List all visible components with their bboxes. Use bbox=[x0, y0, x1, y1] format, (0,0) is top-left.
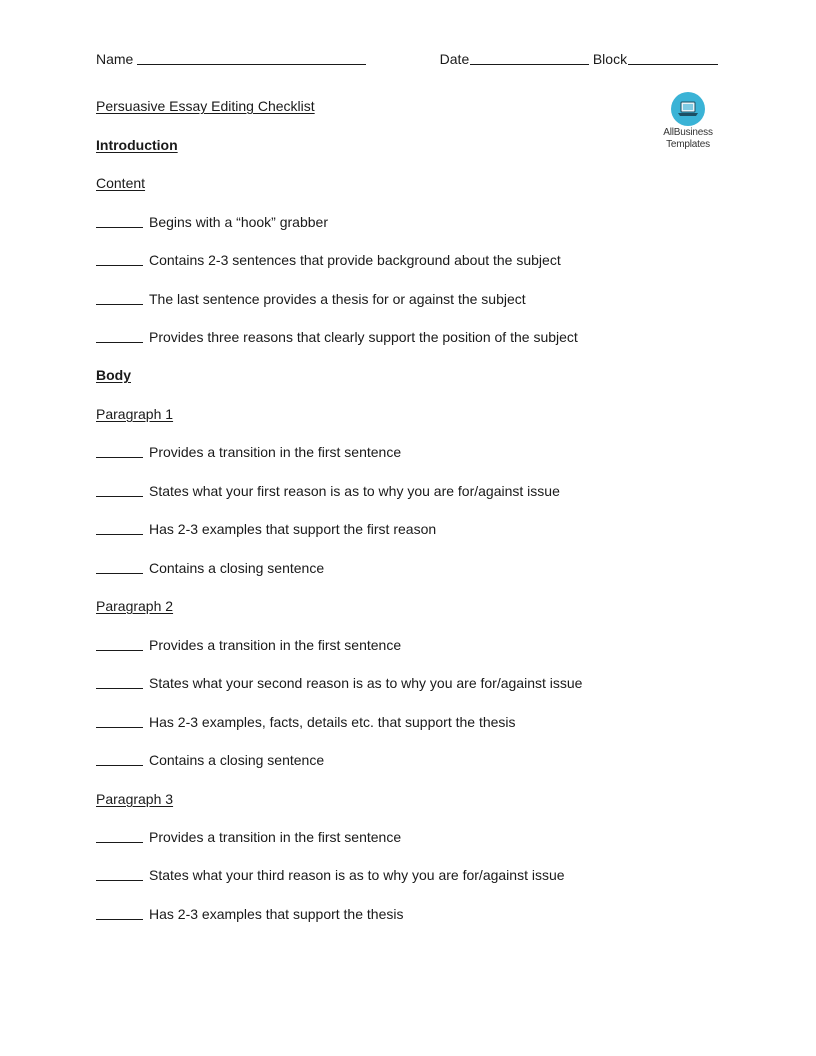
checklist-item: Has 2-3 examples that support the first reason bbox=[96, 519, 436, 539]
name-blank bbox=[137, 50, 365, 65]
block-blank bbox=[628, 50, 718, 65]
checklist-item: Provides three reasons that clearly support the position of the subject bbox=[96, 327, 578, 347]
logo-text-line1: AllBusiness bbox=[663, 127, 713, 138]
content-subheading: Content bbox=[96, 175, 146, 191]
student-info-header bbox=[96, 48, 718, 68]
checklist-item: The last sentence provides a thesis for or against the subject bbox=[96, 289, 526, 309]
checklist-item: Provides a transition in the first sentence bbox=[96, 635, 401, 655]
paragraph-3-heading: Paragraph 3 bbox=[96, 791, 174, 807]
paragraph-2-heading: Paragraph 2 bbox=[96, 598, 174, 614]
checklist-item: Has 2-3 examples that support the thesis bbox=[96, 904, 403, 924]
check-blank bbox=[96, 674, 143, 689]
check-blank bbox=[96, 443, 143, 458]
checklist-item: States what your third reason is as to why you are for/against issue bbox=[96, 865, 565, 885]
checklist-item: Contains a closing sentence bbox=[96, 750, 324, 770]
date-blank bbox=[470, 50, 589, 65]
check-blank bbox=[96, 828, 143, 843]
check-blank bbox=[96, 520, 143, 535]
checklist-item: Contains 2-3 sentences that provide background about the subject bbox=[96, 250, 561, 270]
document-title: Persuasive Essay Editing Checklist bbox=[96, 98, 315, 114]
check-blank bbox=[96, 213, 143, 228]
paragraph-1-heading: Paragraph 1 bbox=[96, 406, 174, 422]
checklist-item: Has 2-3 examples, facts, details etc. that support the thesis bbox=[96, 712, 516, 732]
checklist-item: Contains a closing sentence bbox=[96, 558, 324, 578]
check-blank bbox=[96, 751, 143, 766]
allbusiness-templates-logo bbox=[660, 92, 716, 150]
checklist-item: Begins with a “hook” grabber bbox=[96, 212, 328, 232]
introduction-heading: Introduction bbox=[96, 137, 178, 153]
check-blank bbox=[96, 636, 143, 651]
body-heading: Body bbox=[96, 367, 131, 383]
block-label: Block bbox=[592, 51, 628, 67]
check-blank bbox=[96, 905, 143, 920]
checklist-item: Provides a transition in the first sentence bbox=[96, 827, 401, 847]
checklist-item: States what your second reason is as to why you are for/against issue bbox=[96, 673, 582, 693]
check-blank bbox=[96, 866, 143, 881]
check-blank bbox=[96, 482, 143, 497]
check-blank bbox=[96, 328, 143, 343]
check-blank bbox=[96, 290, 143, 305]
check-blank bbox=[96, 559, 143, 574]
laptop-icon bbox=[671, 92, 705, 126]
logo-text-line2: Templates bbox=[666, 139, 710, 150]
date-label: Date bbox=[439, 51, 470, 67]
check-blank bbox=[96, 251, 143, 266]
name-label: Name bbox=[96, 51, 134, 67]
check-blank bbox=[96, 713, 143, 728]
checklist-item: States what your first reason is as to why you are for/against issue bbox=[96, 481, 560, 501]
checklist-item: Provides a transition in the first sentence bbox=[96, 442, 401, 462]
